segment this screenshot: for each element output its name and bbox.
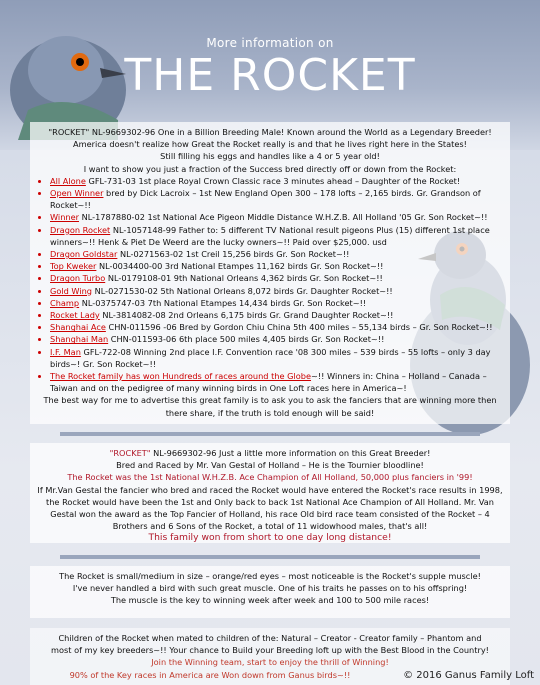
offspring-link[interactable]: Rocket Lady (50, 310, 100, 321)
list-item (50, 248, 504, 260)
offspring-link[interactable]: I.F. Man (50, 346, 81, 357)
offspring-detail: NL-0375747-03 7th National Etampes 14,434 birds Gr. Son Rocket~!! (79, 297, 367, 308)
offspring-detail: NL-1787880-02 1st National Ace Pigeon Middle Distance W.H.Z.B. All Holland '05 Gr. Son Rocket~!! (78, 212, 488, 223)
list-item (50, 321, 504, 333)
list-item (50, 260, 504, 272)
section-divider (60, 432, 480, 436)
closing-line4: 90% of the Key races in America are Won down from Ganus birds~!! (69, 669, 351, 680)
section-divider (60, 555, 480, 559)
offspring-detail: GFL-722-08 Winning 2nd place I.F. Convention race '08 300 miles – 539 birds – 55 lofts – only 3 day birds~! Gr. Son Rocket~!! (50, 346, 491, 369)
offspring-link[interactable]: Dragon Turbo (50, 273, 106, 284)
list-item (50, 272, 504, 284)
page-title: THE ROCKET (124, 50, 416, 101)
closing-line1: Children of the Rocket when mated to children of the: Natural – Creator - Creator family – Phantom and (58, 633, 482, 643)
section2-line3: The Rocket was the 1st National W.H.Z.B. Ace Champion of All Holland, 50,000 plus fanciers in '99! (67, 472, 473, 483)
offspring-link[interactable]: Gold Wing (50, 285, 93, 296)
section2-closing: This family won from short to one day long distance! (148, 532, 392, 544)
offspring-panel (30, 122, 510, 424)
traits-line: I've never handled a bird with such great muscle. One of his traits he passes on to his offspring! (72, 583, 468, 594)
intro-block (36, 126, 504, 175)
offspring-link[interactable]: Dragon Rocket (50, 224, 111, 235)
offspring-link[interactable]: Winner (50, 212, 79, 223)
list-item (50, 211, 504, 223)
offspring-detail: CHN-011596 -06 Bred by Gordon Chiu China 5th 400 miles – 55,134 birds – Gr. Son Rocket~!! (105, 322, 493, 333)
intro-line: America doesn't realize how Great the Rocket really is and that he lives right here in the States! (73, 139, 467, 150)
offspring-detail: NL-3814082-08 2nd Orleans 6,175 birds Gr. Grand Daughter Rocket~!! (99, 310, 394, 321)
list-item (50, 175, 504, 187)
header-subtitle: More information on (206, 36, 334, 50)
offspring-detail: GFL-731-03 1st place Royal Crown Classic race 3 minutes ahead – Daughter of the Rocket! (85, 175, 461, 186)
rocket-label: "ROCKET" (109, 448, 151, 458)
list-item (50, 285, 504, 297)
section2-line1-text: NL-9669302-96 Just a little more information on this Great Breeder! (150, 448, 431, 458)
offspring-link[interactable]: Shanghai Man (50, 334, 109, 345)
section2-body: If Mr.Van Gestal the fancier who bred and raced the Rocket would have entered the Rocket's race results in 1998, the Rocket would have been the 1st and Only back to back 1st National Ace Champion of All Holland. Mr. Van Gestal won the award as the Top Fancier of Holland, his race Old bird race team consisted of the Rocket – 4 Brothers and 6 Sons of the Rocket, a total of 11 widowhood males, that's all! (37, 484, 503, 532)
offspring-link[interactable]: Dragon Goldstar (50, 249, 118, 260)
closing-line3: Join the Winning team, start to enjoy the thrill of Winning! (151, 657, 389, 668)
traits-line: The muscle is the key to winning week after week and 100 to 500 mile races! (110, 595, 430, 606)
traits-line: The Rocket is small/medium in size – orange/red eyes – most noticeable is the Rocket's supple muscle! (59, 571, 481, 581)
rocket-info-panel (30, 443, 510, 543)
offspring-detail: NL-0271530-02 5th National Orleans 8,072 birds Gr. Daughter Rocket~!! (92, 285, 393, 296)
offspring-link[interactable]: All Alone (50, 175, 86, 186)
offspring-link[interactable]: Open Winner (50, 188, 104, 199)
list-item (50, 333, 504, 345)
offspring-link[interactable]: Top Kweker (50, 261, 97, 272)
offspring-detail: ~!! Winners in: China – Holland – Canada – Taiwan and on the pedigree of many winning birds in One Loft races here in America~! (50, 371, 487, 394)
offspring-detail: CHN-011593-06 6th place 500 miles 4,405 birds Gr. Son Rocket~!! (108, 334, 385, 345)
traits-panel (30, 566, 510, 618)
offspring-detail: bred by Dick Lacroix – 1st New England Open 300 – 178 lofts – 2,165 birds. Gr. Grandson of Rocket~!! (50, 188, 481, 211)
intro-line: "ROCKET" NL-9669302-96 One in a Billion Breeding Male! Known around the World as a Legendary Breeder! (48, 127, 492, 137)
closing-line2: most of my key breeders~!! Your chance to Build your Breeding loft up with the Best Blood in the Country! (51, 645, 489, 656)
offspring-link[interactable]: The Rocket family has won Hundreds of races around the Globe (50, 371, 312, 382)
offspring-detail: NL-1057148-99 Father to: 5 different TV National result pigeons Plus (15) different 1st place winners~!! Henk & Piet De Weerd are the lucky owners~!! Paid over $25,000. usd (50, 224, 490, 247)
section2-line1 (30, 447, 510, 459)
list-item (50, 224, 504, 248)
list-item (50, 309, 504, 321)
offspring-link[interactable]: Shanghai Ace (50, 322, 106, 333)
list-item (50, 346, 504, 370)
offspring-detail: NL-0271563-02 1st Creil 15,256 birds Gr. Son Rocket~!! (117, 249, 350, 260)
offspring-link[interactable]: Champ (50, 297, 80, 308)
offspring-detail: NL-0179108-01 9th National Orleans 4,362 birds Gr. Son Rocket~!! (105, 273, 383, 284)
offspring-list (36, 175, 504, 395)
list-item (50, 187, 504, 211)
copyright: © 2016 Ganus Family Loft (403, 670, 534, 681)
section2-line2: Bred and Raced by Mr. Van Gestal of Holland – He is the Tournier bloodline! (116, 460, 424, 471)
intro-line: Still filling his eggs and handles like a 4 or 5 year old! (160, 151, 380, 162)
list-item (50, 370, 504, 394)
offspring-detail: NL-0034400-00 3rd National Etampes 11,162 birds Gr. Son Rocket~!! (96, 261, 384, 272)
list-item (50, 297, 504, 309)
intro-line: I want to show you just a fraction of the Success bred directly off or down from the Rocket: (83, 163, 457, 174)
intro-closing: The best way for me to advertise this great family is to ask you to ask the fanciers that are winning more then there share, if the truth is told enough will be said! (43, 395, 497, 418)
